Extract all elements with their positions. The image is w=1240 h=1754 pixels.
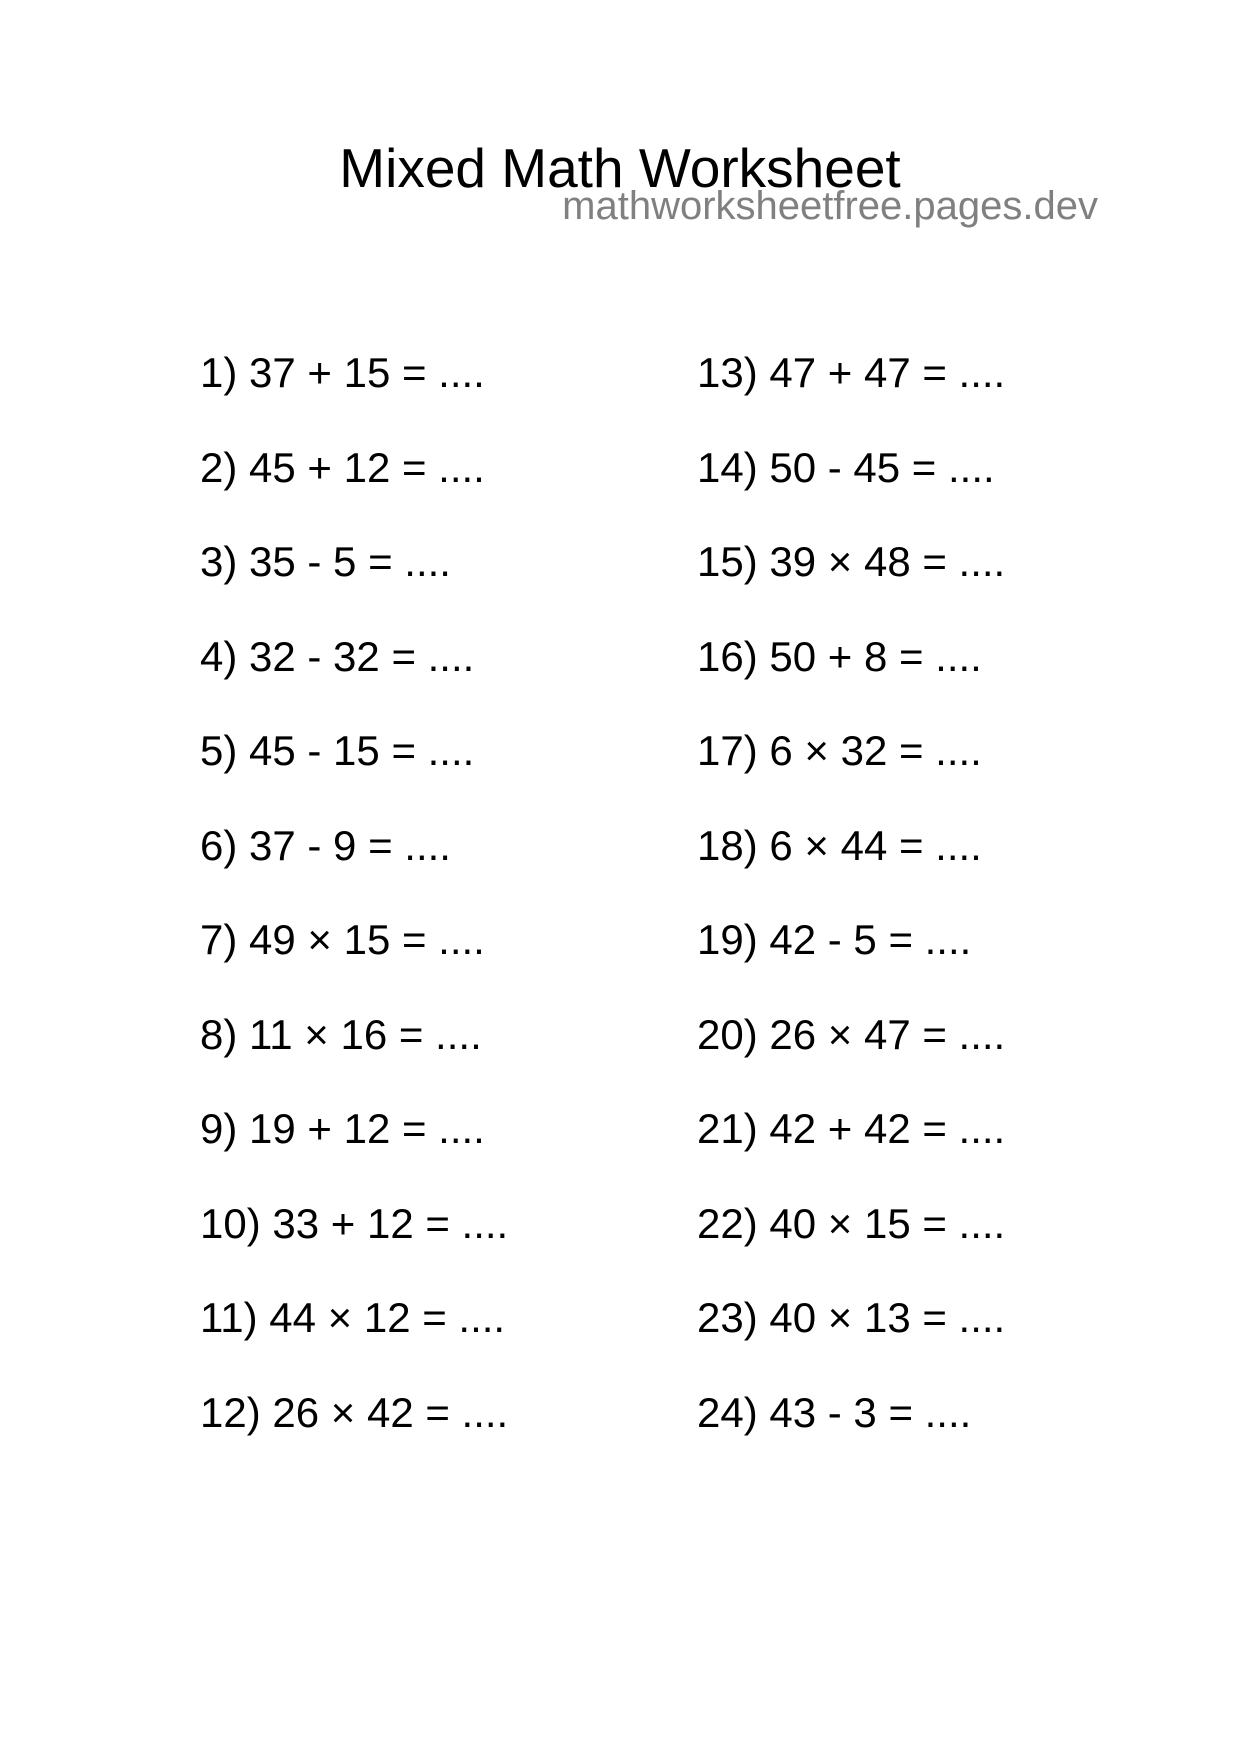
problem-item: 10) 33 + 12 = .... <box>200 1199 509 1247</box>
problem-item: 3) 35 - 5 = .... <box>200 538 451 585</box>
problem-item: 18) 6 × 44 = .... <box>697 821 982 869</box>
problem-item: 4) 32 - 32 = .... <box>200 632 475 680</box>
page-title: Mixed Math Worksheet <box>339 136 901 199</box>
problem-item: 1) 37 + 15 = .... <box>200 349 485 396</box>
problem-item: 21) 42 + 42 = .... <box>697 1105 1006 1152</box>
problem-item: 15) 39 × 48 = .... <box>697 538 1006 585</box>
problem-item: 11) 44 × 12 = .... <box>200 1294 506 1341</box>
problem-item: 8) 11 × 16 = .... <box>200 1010 482 1058</box>
problem-item: 6) 37 - 9 = .... <box>200 821 451 869</box>
problem-item: 2) 45 + 12 = .... <box>200 443 485 491</box>
problem-item: 5) 45 - 15 = .... <box>200 727 475 774</box>
problem-item: 17) 6 × 32 = .... <box>697 727 982 774</box>
problem-item: 12) 26 × 42 = .... <box>200 1388 509 1436</box>
problem-item: 22) 40 × 15 = .... <box>697 1199 1006 1247</box>
problem-item: 7) 49 × 15 = .... <box>200 916 485 963</box>
problem-item: 23) 40 × 13 = .... <box>697 1294 1006 1341</box>
problem-item: 20) 26 × 47 = .... <box>697 1010 1006 1058</box>
problem-item: 19) 42 - 5 = .... <box>697 916 972 963</box>
problem-item: 13) 47 + 47 = .... <box>697 349 1006 396</box>
problem-item: 24) 43 - 3 = .... <box>697 1388 972 1436</box>
problem-item: 16) 50 + 8 = .... <box>697 632 982 680</box>
problem-item: 9) 19 + 12 = .... <box>200 1105 485 1152</box>
website-url: mathworksheetfree.pages.dev <box>562 184 1098 228</box>
problem-item: 14) 50 - 45 = .... <box>697 443 995 491</box>
